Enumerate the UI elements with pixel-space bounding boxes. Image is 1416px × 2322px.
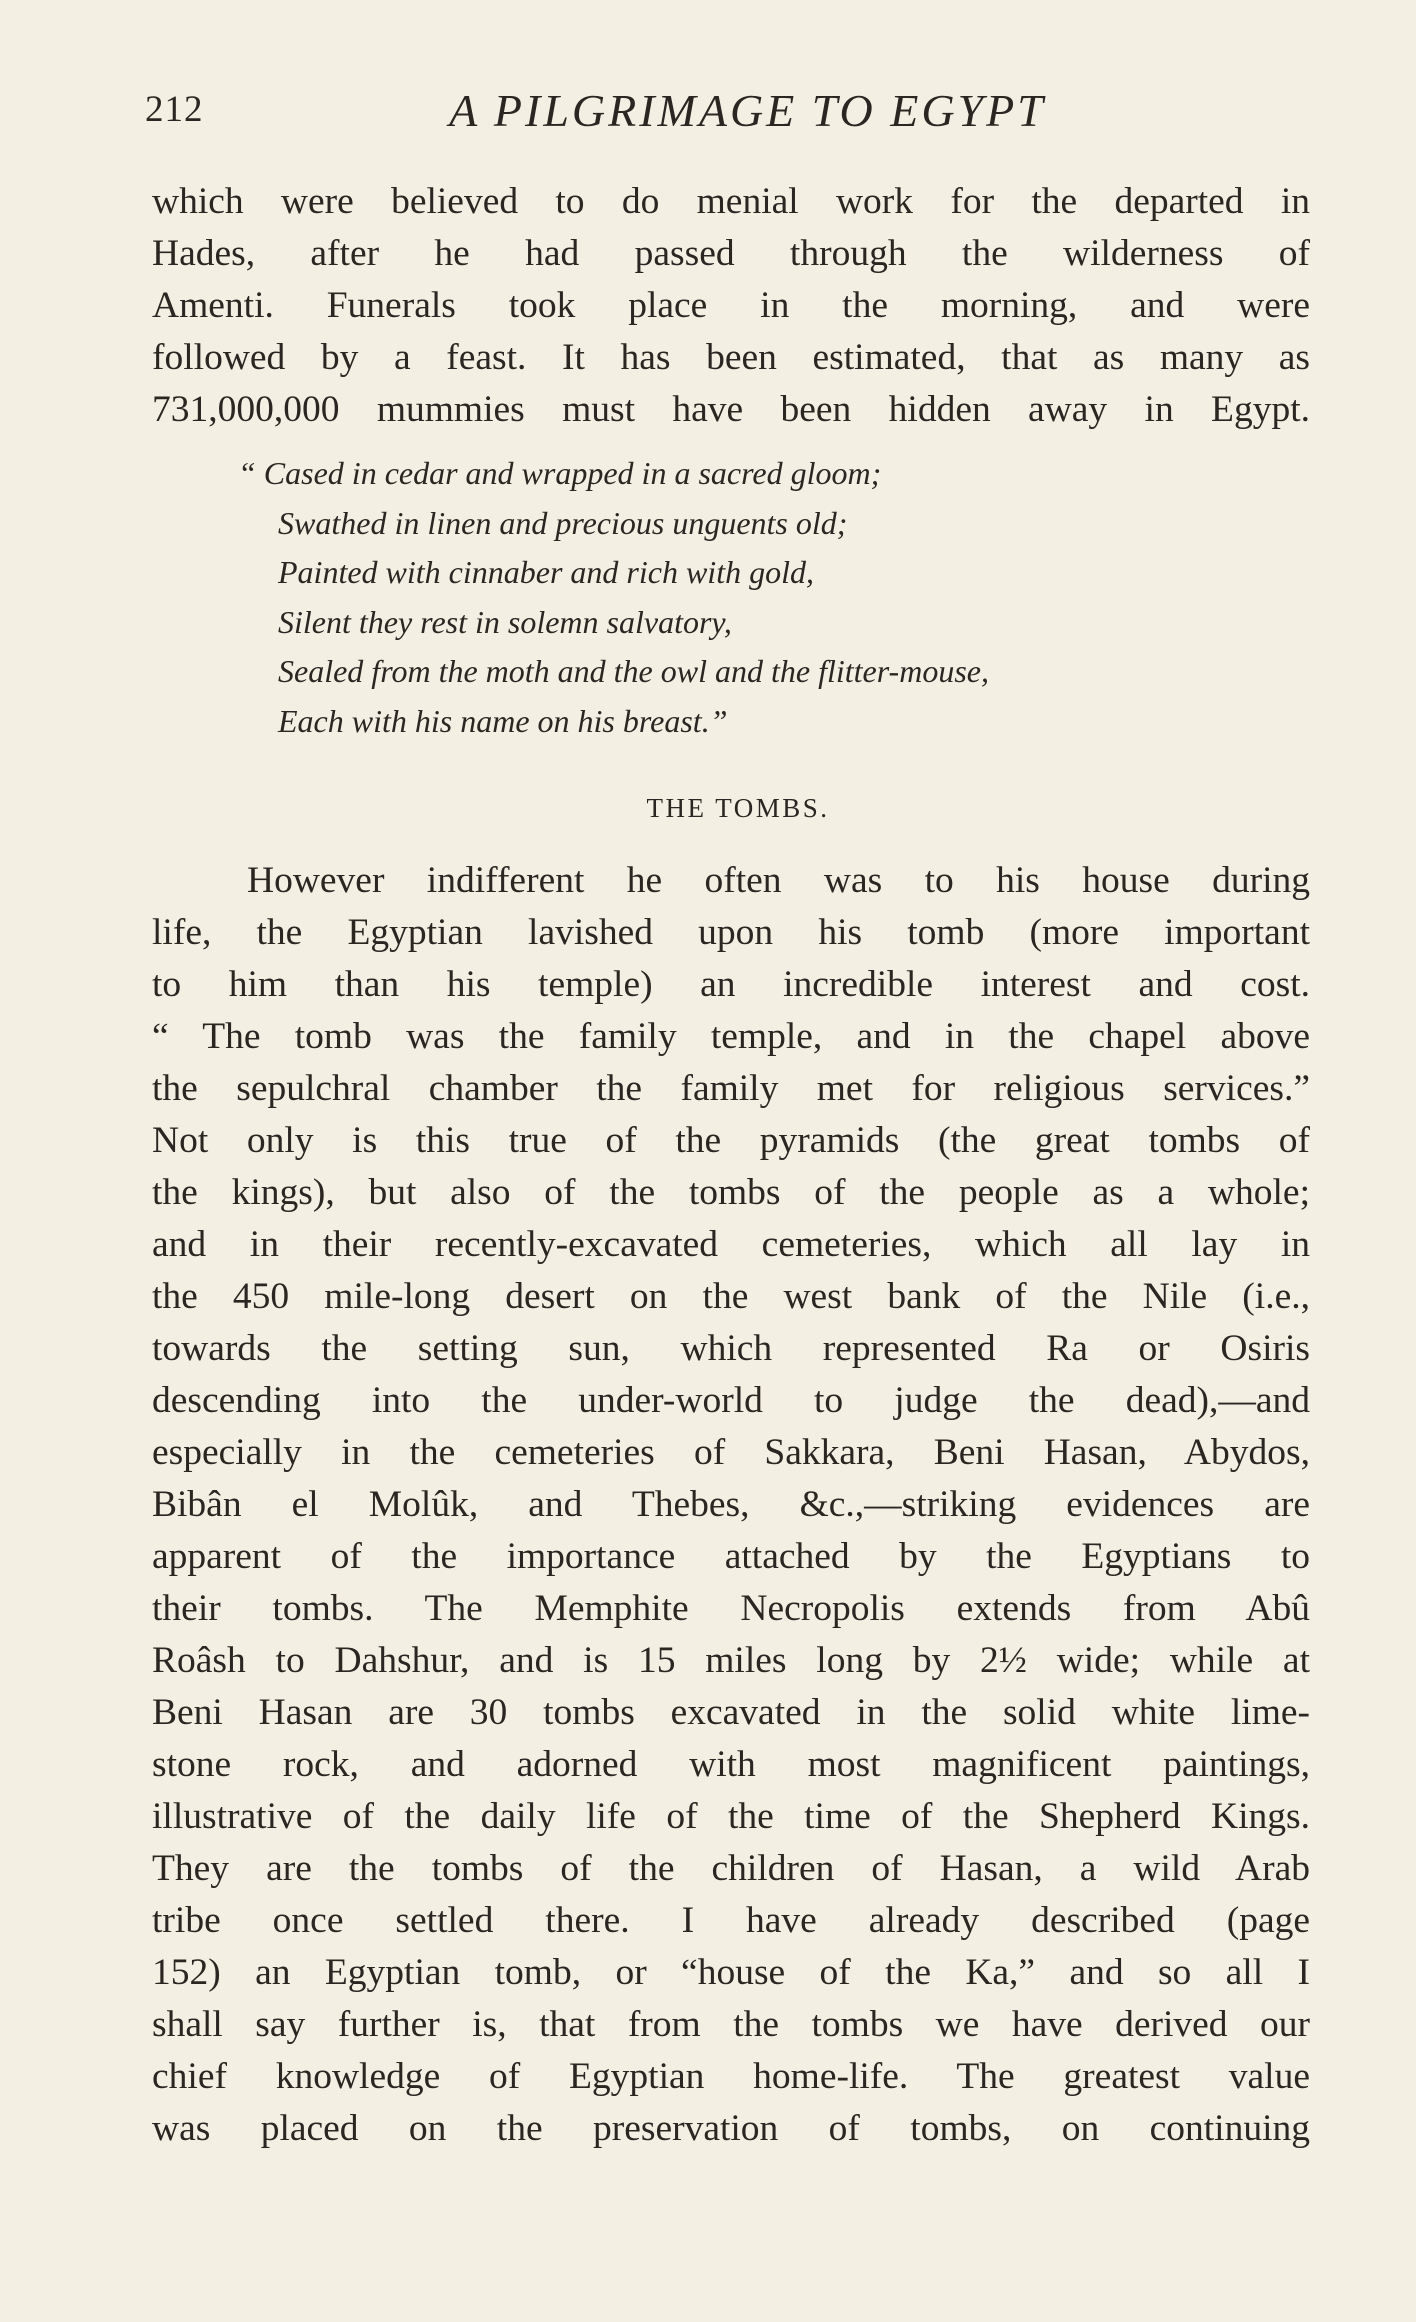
text-line: especially in the cemeteries of Sakkara, Beni Hasan, Abydos,	[152, 1432, 1310, 1473]
text-line: towards the setting sun, which represented Ra or Osiris	[152, 1328, 1310, 1369]
text-line: However indifferent he often was to his house during	[247, 860, 1310, 901]
text-line: which were believed to do menial work for the departed in	[152, 181, 1310, 222]
section-heading: THE TOMBS.	[646, 793, 830, 823]
text-line: stone rock, and adorned with most magnificent paintings,	[152, 1744, 1310, 1785]
running-title: A PILGRIMAGE TO EGYPT	[449, 85, 1046, 136]
running-header	[145, 85, 1310, 148]
text-line: apparent of the importance attached by the Egyptians to	[152, 1536, 1310, 1577]
poem-line: Painted with cinnaber and rich with gold,	[278, 554, 814, 590]
text-line: 731,000,000 mummies must have been hidden away in Egypt.	[152, 389, 1310, 430]
text-line: Bibân el Molûk, and Thebes, &c.,—striking evidences are	[152, 1484, 1310, 1525]
text-line: illustrative of the daily life of the time of the Shepherd Kings.	[152, 1796, 1310, 1837]
poem-quotation	[238, 449, 1238, 746]
text-line: their tombs. The Memphite Necropolis extends from Abû	[152, 1588, 1310, 1629]
paragraph-funerals	[152, 176, 1310, 436]
text-line: They are the tombs of the children of Hasan, a wild Arab	[152, 1848, 1310, 1889]
paragraph-tombs	[152, 855, 1310, 2155]
text-line: followed by a feast. It has been estimated, that as many as	[152, 337, 1310, 378]
text-line: “ The tomb was the family temple, and in the chapel above	[152, 1016, 1310, 1057]
page-number: 212	[145, 89, 204, 130]
text-line: to him than his temple) an incredible interest and cost.	[152, 964, 1310, 1005]
poem-line: Silent they rest in solemn salvatory,	[278, 603, 732, 640]
text-line: descending into the under-world to judge the dead),—and	[152, 1380, 1310, 1421]
text-line: tribe once settled there. I have already described (page	[152, 1900, 1310, 1941]
text-line: Amenti. Funerals took place in the morning, and were	[152, 285, 1310, 326]
poem-line: Sealed from the moth and the owl and the flitter-mouse,	[278, 653, 989, 689]
text-line: Roâsh to Dahshur, and is 15 miles long by 2½ wide; while at	[152, 1640, 1310, 1681]
text-line: Beni Hasan are 30 tombs excavated in the solid white lime-	[152, 1692, 1310, 1733]
poem-line: Swathed in linen and precious unguents old;	[278, 504, 848, 541]
text-line: the 450 mile-long desert on the west bank of the Nile (i.e.,	[152, 1276, 1310, 1317]
text-line: the kings), but also of the tombs of the people as a whole;	[152, 1172, 1310, 1213]
text-line: the sepulchral chamber the family met for religious services.”	[152, 1068, 1310, 1109]
poem-line: “ Cased in cedar and wrapped in a sacred gloom;	[238, 455, 882, 491]
text-line: and in their recently-excavated cemeteries, which all lay in	[152, 1224, 1310, 1265]
text-line: 152) an Egyptian tomb, or “house of the Ka,” and so all I	[152, 1952, 1310, 1993]
text-line: shall say further is, that from the tombs we have derived our	[152, 2004, 1310, 2045]
text-line: was placed on the preservation of tombs, on continuing	[152, 2108, 1310, 2149]
poem-line: Each with his name on his breast.”	[278, 702, 728, 739]
text-line: Not only is this true of the pyramids (the great tombs of	[152, 1120, 1310, 1161]
text-line: life, the Egyptian lavished upon his tomb (more important	[152, 912, 1310, 953]
text-line: Hades, after he had passed through the wilderness of	[152, 233, 1310, 274]
text-line: chief knowledge of Egyptian home-life. The greatest value	[152, 2056, 1310, 2097]
